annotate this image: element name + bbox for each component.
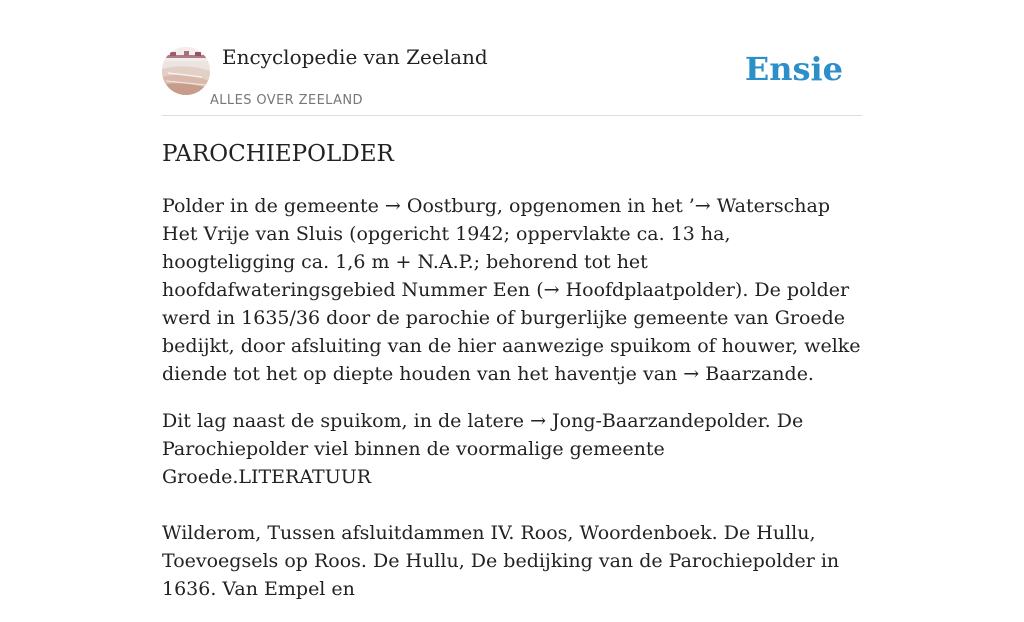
article-paragraph: Polder in de gemeente → Oostburg, opgenomen in het ’→ Waterschap Het Vrije van Sluis (opgericht 1942; oppervlakte ca. 13 ha, hoogteligging ca. 1,6 m + N.A.P.; behorend tot het hoofdafwateringsgebied Nummer Een (→ Hoofdplaatpolder). De polder werd in 1635/36 door de parochie of burgerlijke gemeente van Groede bedijkt, door afsluiting van de hier aanwezige spuikom of houwer, welke diende tot het op diepte houden van het haventje van → Baarzande. [162, 195, 861, 385]
avatar-image [162, 47, 210, 95]
article-title: PAROCHIEPOLDER [162, 141, 394, 167]
brand-logo-link[interactable]: Ensie [744, 50, 843, 88]
site-title[interactable]: Encyclopedie van Zeeland [222, 45, 488, 69]
paragraph-spacer [162, 491, 862, 519]
literature-text: Wilderom, Tussen afsluitdammen IV. Roos, Woordenboek. De Hullu, Toevoegsels op Roos. De Hullu, De bedijking van de Parochiepolder in 1636. Van Empel en [162, 522, 840, 600]
article-body [162, 192, 862, 622]
site-header [162, 0, 862, 116]
page [162, 0, 862, 600]
site-tagline: ALLES OVER ZEELAND [210, 93, 363, 108]
article-paragraph: Dit lag naast de spuikom, in de latere → Jong-Baarzandepolder. De Parochiepolder viel binnen de voormalige gemeente Groede.LITERATUUR [162, 410, 804, 488]
site-logo-avatar[interactable] [162, 47, 210, 95]
